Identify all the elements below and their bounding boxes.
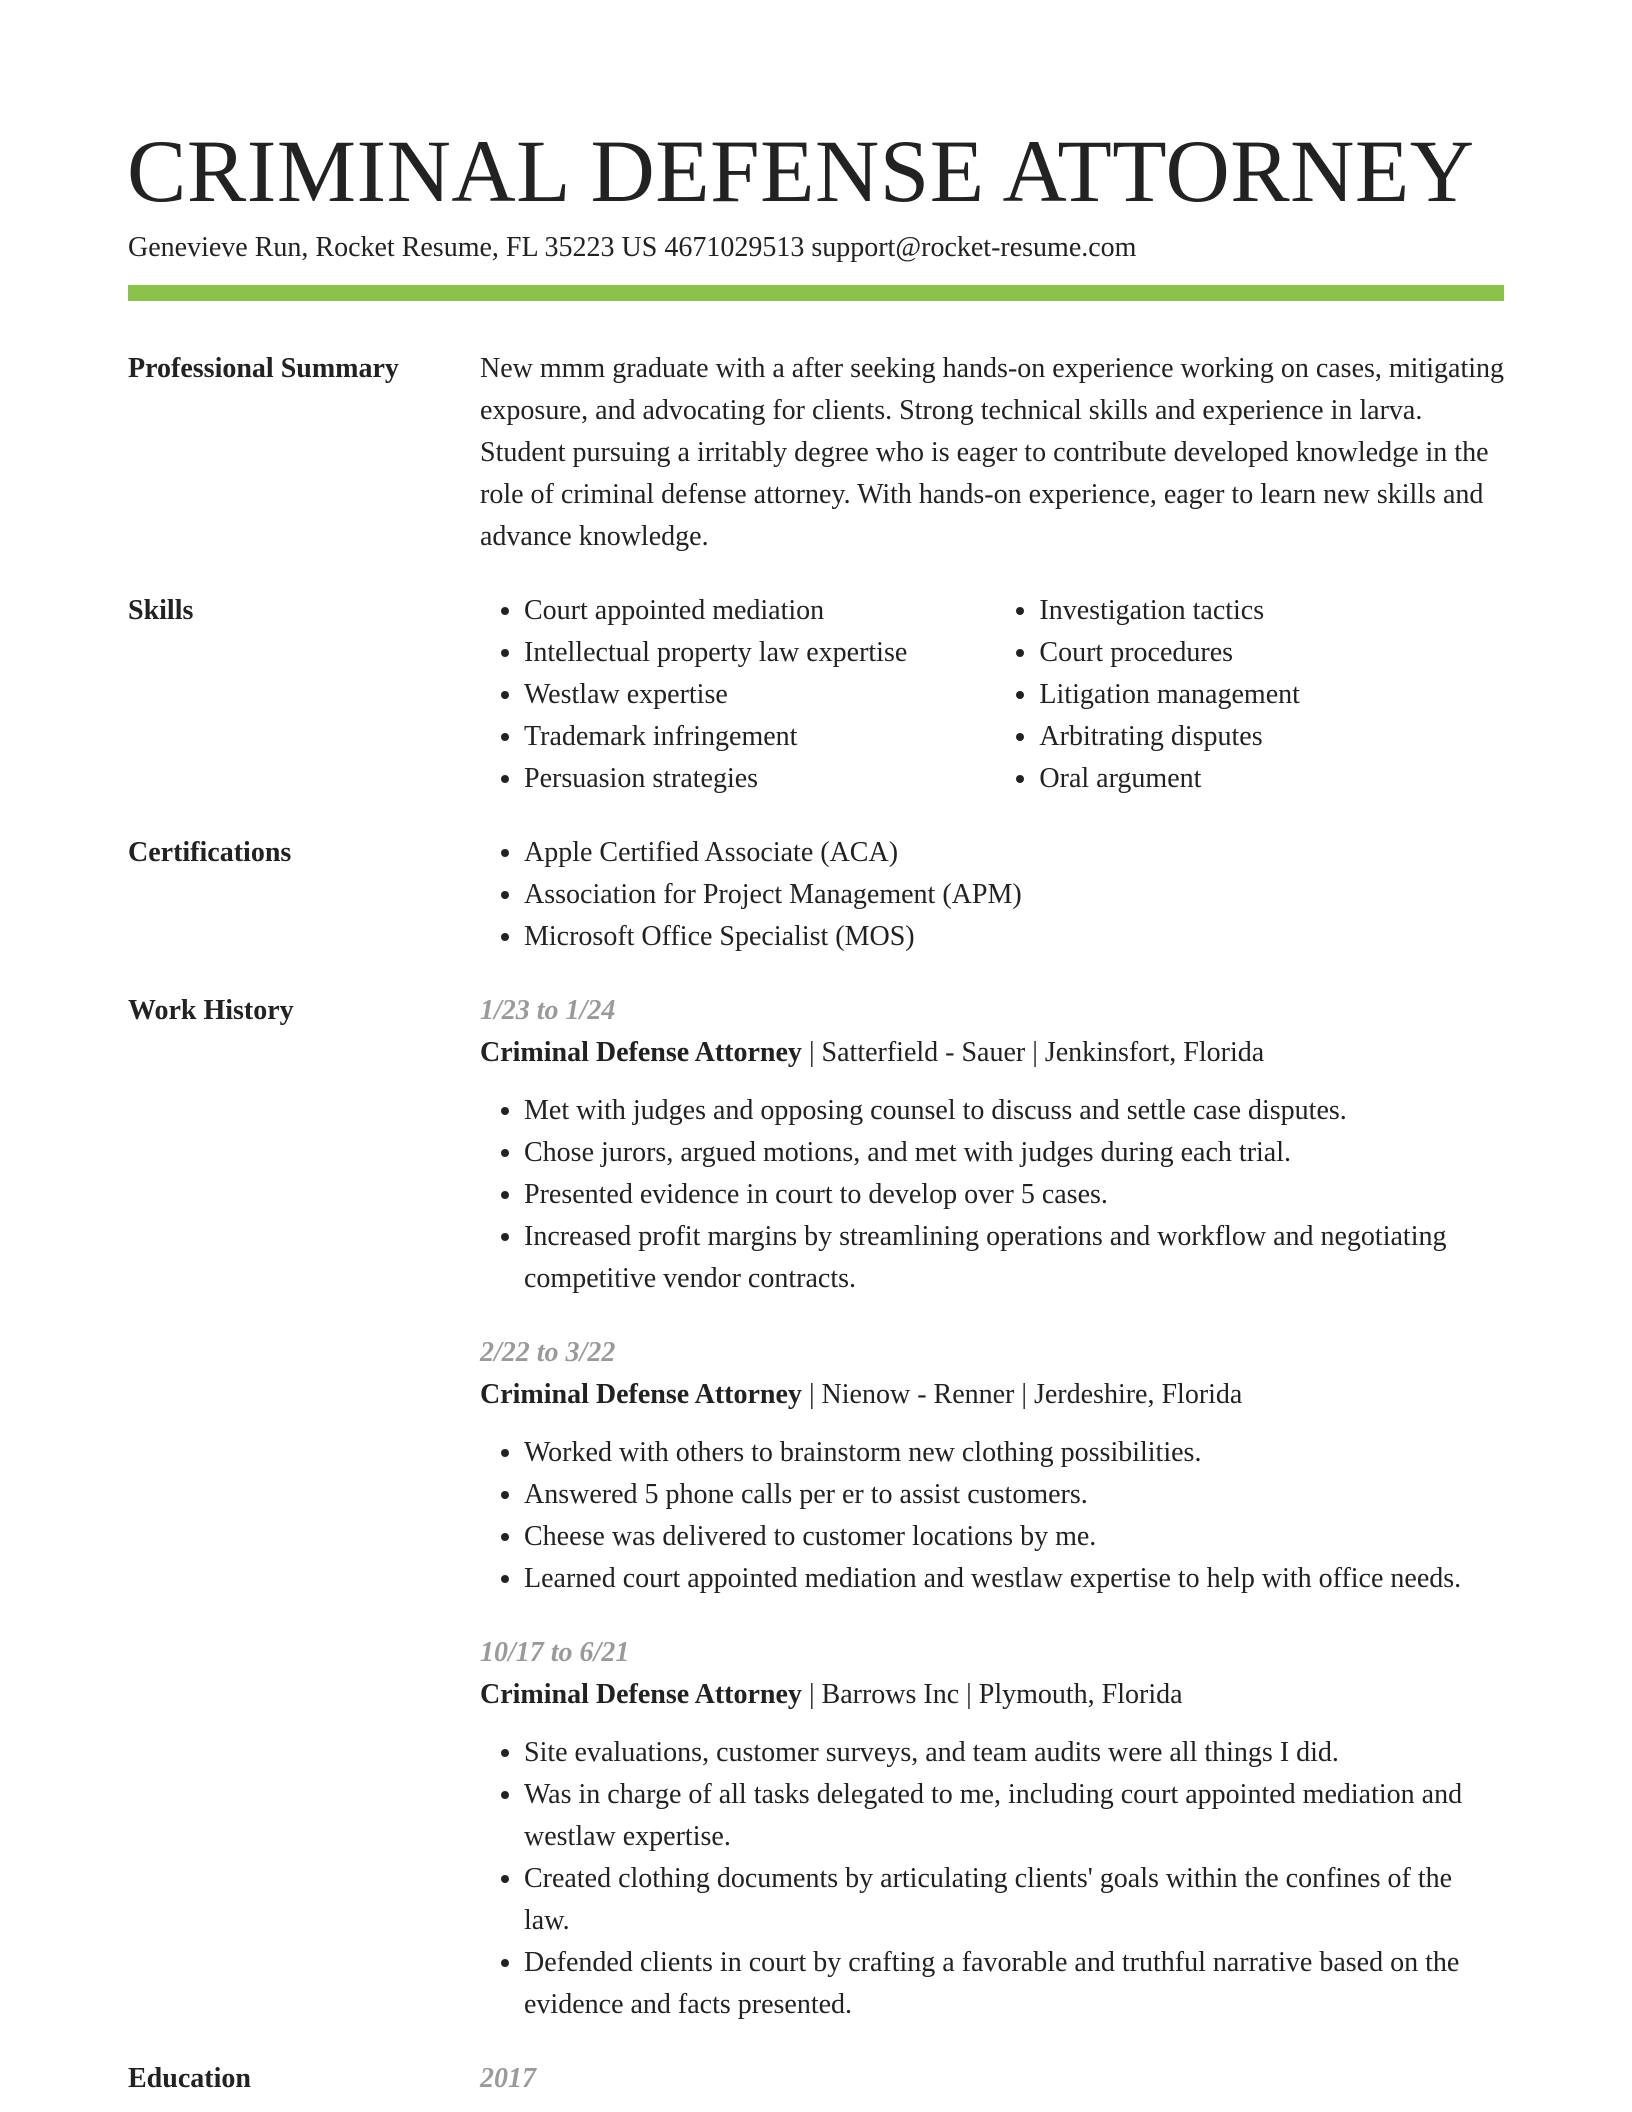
section-label-summary: Professional Summary [128,353,399,384]
list-item: • Defended clients in court by crafting a favorable and truthful narrative based on the evidence and facts presented. [524,1942,1504,2026]
contact-info: Genevieve Run, Rocket Resume, FL 35223 US 4671029513 support@rocket-resume.com [128,232,1137,263]
list-item: • Cheese was delivered to customer locations by me. [524,1516,1504,1558]
list-item: • Apple Certified Associate (ACA) [524,832,1504,874]
list-item: • Site evaluations, customer surveys, and team audits were all things I did. [524,1732,1504,1774]
list-item: • Oral argument [1039,758,1504,800]
job-bullets [480,1732,1504,2026]
list-item: • Association for Project Management (APM) [524,874,1504,916]
job-heading [480,1374,1504,1416]
section-label-skills: Skills [128,595,194,626]
job-title: Criminal Defense Attorney [480,1679,802,1710]
job-entry [480,1632,1504,2026]
list-item: • Met with judges and opposing counsel to discuss and settle case disputes. [524,1090,1504,1132]
job-details: | Nienow - Renner | Jerdeshire, Florida [801,1379,1243,1410]
list-item: • Court appointed mediation [524,590,951,632]
section-label-work-history: Work History [128,995,294,1026]
job-entry [480,1332,1504,1600]
list-item: • Learned court appointed mediation and westlaw expertise to help with office needs. [524,1558,1504,1600]
job-details: | Satterfield - Sauer | Jenkinsfort, Florida [801,1037,1265,1068]
list-item: • Intellectual property law expertise [524,632,951,674]
job-date: 2/22 to 3/22 [480,1337,616,1368]
list-item: • Trademark infringement [524,716,951,758]
education-date: 2017 [480,2063,536,2094]
list-item: • Worked with others to brainstorm new clothing possibilities. [524,1432,1504,1474]
list-item: • Answered 5 phone calls per er to assist customers. [524,1474,1504,1516]
accent-divider [128,285,1504,301]
job-title: Criminal Defense Attorney [480,1379,802,1410]
job-heading [480,1674,1504,1716]
list-item: • Litigation management [1039,674,1504,716]
skills-list-2 [995,590,1504,800]
list-item: • Microsoft Office Specialist (MOS) [524,916,1504,958]
certifications-list [480,832,1504,958]
list-item: • Investigation tactics [1039,590,1504,632]
list-item: • Increased profit margins by streamlining operations and workflow and negotiating competitive vendor contracts. [524,1216,1504,1300]
list-item: • Court procedures [1039,632,1504,674]
list-item: • Presented evidence in court to develop over 5 cases. [524,1174,1504,1216]
job-date: 10/17 to 6/21 [480,1637,630,1668]
list-item: • Was in charge of all tasks delegated to me, including court appointed mediation and westlaw expertise. [524,1774,1504,1858]
job-details: | Barrows Inc | Plymouth, Florida [801,1679,1183,1710]
job-bullets [480,1090,1504,1300]
list-item: • Chose jurors, argued motions, and met with judges during each trial. [524,1132,1504,1174]
list-item: • Arbitrating disputes [1039,716,1504,758]
section-label-certifications: Certifications [128,837,292,868]
skills-list-1 [480,590,951,800]
list-item: • Persuasion strategies [524,758,951,800]
job-entry [480,990,1504,1300]
list-item: • Created clothing documents by articulating clients' goals within the confines of the law. [524,1858,1504,1942]
job-heading [480,1032,1504,1074]
page-title: CRIMINAL DEFENSE ATTORNEY [127,123,1475,221]
job-bullets [480,1432,1504,1600]
job-date: 1/23 to 1/24 [480,995,616,1026]
job-title: Criminal Defense Attorney [480,1037,802,1068]
summary-text: New mmm graduate with a after seeking hands-on experience working on cases, mitigating exposure, and advocating for clients. Strong technical skills and experience in larva. Student pursuing a irritably degree who is eager to contribute developed knowledge in the role of criminal defense attorney. With hands-on experience, eager to learn new skills and advance knowledge. [480,353,1505,552]
section-label-education: Education [128,2063,251,2094]
list-item: • Westlaw expertise [524,674,951,716]
